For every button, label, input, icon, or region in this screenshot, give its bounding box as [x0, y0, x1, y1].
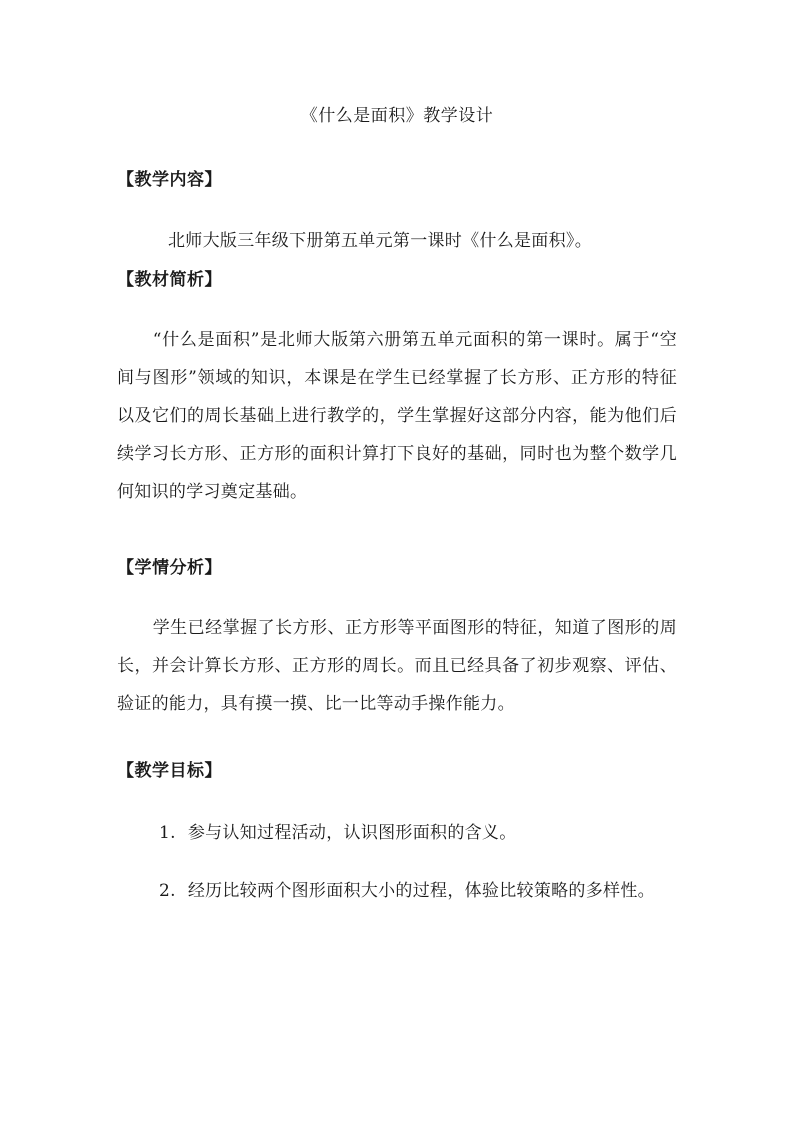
objective-number: 1. [159, 823, 176, 843]
section-heading-content: 【教学内容】 [117, 170, 222, 190]
section-text-textbook: “什么是面积”是北师大版第六册第五单元面积的第一课时。属于“空间与图形”领域的知识，本课是在学生已经掌握了长方形、正方形的特征以及它们的周长基础上进行教学的，学生掌握好这部分内容，能为他们后续学习长方形、正方形的面积计算打下良好的基础，同时也为整个数学几何知识的学习奠定基础。 [117, 330, 677, 502]
objective-item [117, 872, 677, 910]
section-heading-objectives: 【教学目标】 [117, 761, 222, 781]
section-heading-students: 【学情分析】 [117, 558, 222, 578]
objective-number: 2. [159, 881, 176, 901]
section-text-content: 北师大版三年级下册第五单元第一课时《什么是面积》。 [168, 231, 592, 251]
objective-text: 参与认知过程活动，认识图形面积的含义。 [187, 823, 517, 843]
section-text-students: 学生已经掌握了长方形、正方形等平面图形的特征，知道了图形的周长，并会计算长方形、正方形的周长。而且已经具备了初步观察、评估、验证的能力，具有摸一摸、比一比等动手操作能力。 [117, 618, 677, 714]
document-title: 《什么是面积》教学设计 [300, 106, 494, 126]
objective-item [117, 814, 677, 852]
objective-text: 经历比较两个图形面积大小的过程，体验比较策略的多样性。 [187, 881, 655, 901]
section-heading-textbook: 【教材简析】 [117, 270, 222, 290]
